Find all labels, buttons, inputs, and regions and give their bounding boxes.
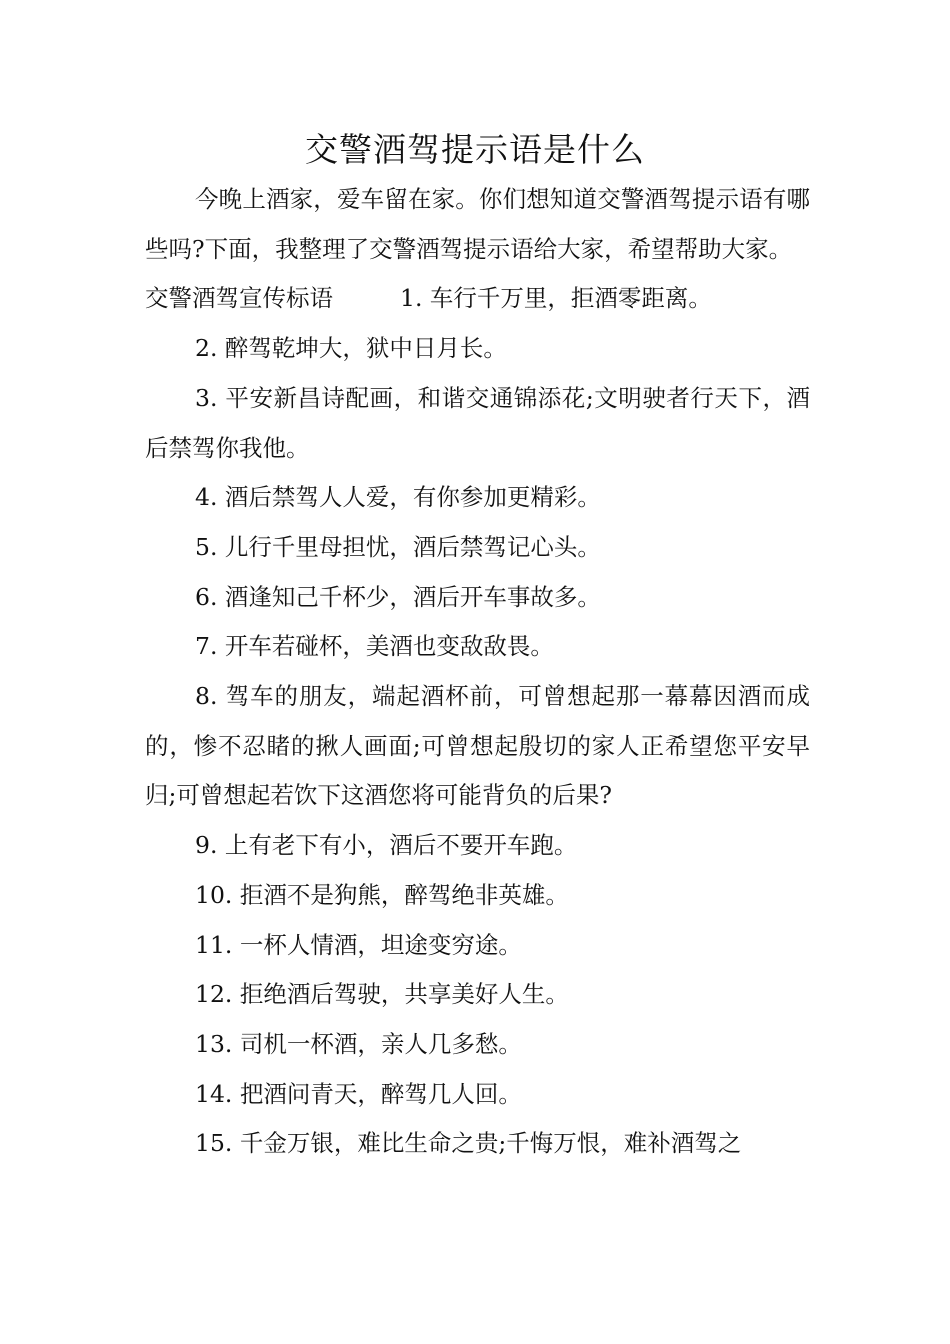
document-title: 交警酒驾提示语是什么 xyxy=(305,130,645,169)
slogan-item-6: 6. 酒逢知己千杯少，酒后开车事故多。 xyxy=(195,582,601,611)
slogan-item-2: 2. 醉驾乾坤大，狱中日月长。 xyxy=(195,334,507,363)
slogan-item-8: 8. 驾车的朋友，端起酒杯前，可曾想起那一幕幕因酒而成的，惨不忍睹的揪人画面;可曾想起殷切的家人正希望您平安早归;可曾想起若饮下这酒您将可能背负的后果? xyxy=(145,682,810,810)
slogan-item-14: 14. 把酒问青天，醉驾几人回。 xyxy=(195,1079,522,1108)
slogan-item-7: 7. 开车若碰杯，美酒也变敌敌畏。 xyxy=(195,632,554,661)
slogan-first-line xyxy=(145,274,810,324)
slogan-item-9: 9. 上有老下有小，酒后不要开车跑。 xyxy=(195,831,578,860)
slogan-item-12: 12. 拒绝酒后驾驶，共享美好人生。 xyxy=(195,980,569,1009)
section-heading: 交警酒驾宣传标语 xyxy=(145,284,333,313)
slogan-item-5: 5. 儿行千里母担忧，酒后禁驾记心头。 xyxy=(195,532,601,561)
slogan-item-15: 15. 千金万银，难比生命之贵;千悔万恨，难补酒驾之 xyxy=(195,1129,742,1158)
intro-paragraph: 今晚上酒家，爱车留在家。你们想知道交警酒驾提示语有哪些吗?下面，我整理了交警酒驾提示语给大家，希望帮助大家。 xyxy=(145,185,810,263)
slogan-item-3: 3. 平安新昌诗配画，和谐交通锦添花;文明驶者行天下，酒后禁驾你我他。 xyxy=(145,383,810,462)
slogan-item-1: 1. 车行千万里，拒酒零距离。 xyxy=(400,284,712,313)
slogan-item-11: 11. 一杯人情酒，坦途变穷途。 xyxy=(195,930,522,959)
document-body xyxy=(145,175,810,1169)
slogan-item-13: 13. 司机一杯酒，亲人几多愁。 xyxy=(195,1029,522,1058)
slogan-item-4: 4. 酒后禁驾人人爱，有你参加更精彩。 xyxy=(195,483,601,512)
slogan-item-10: 10. 拒酒不是狗熊，醉驾绝非英雄。 xyxy=(195,880,569,909)
